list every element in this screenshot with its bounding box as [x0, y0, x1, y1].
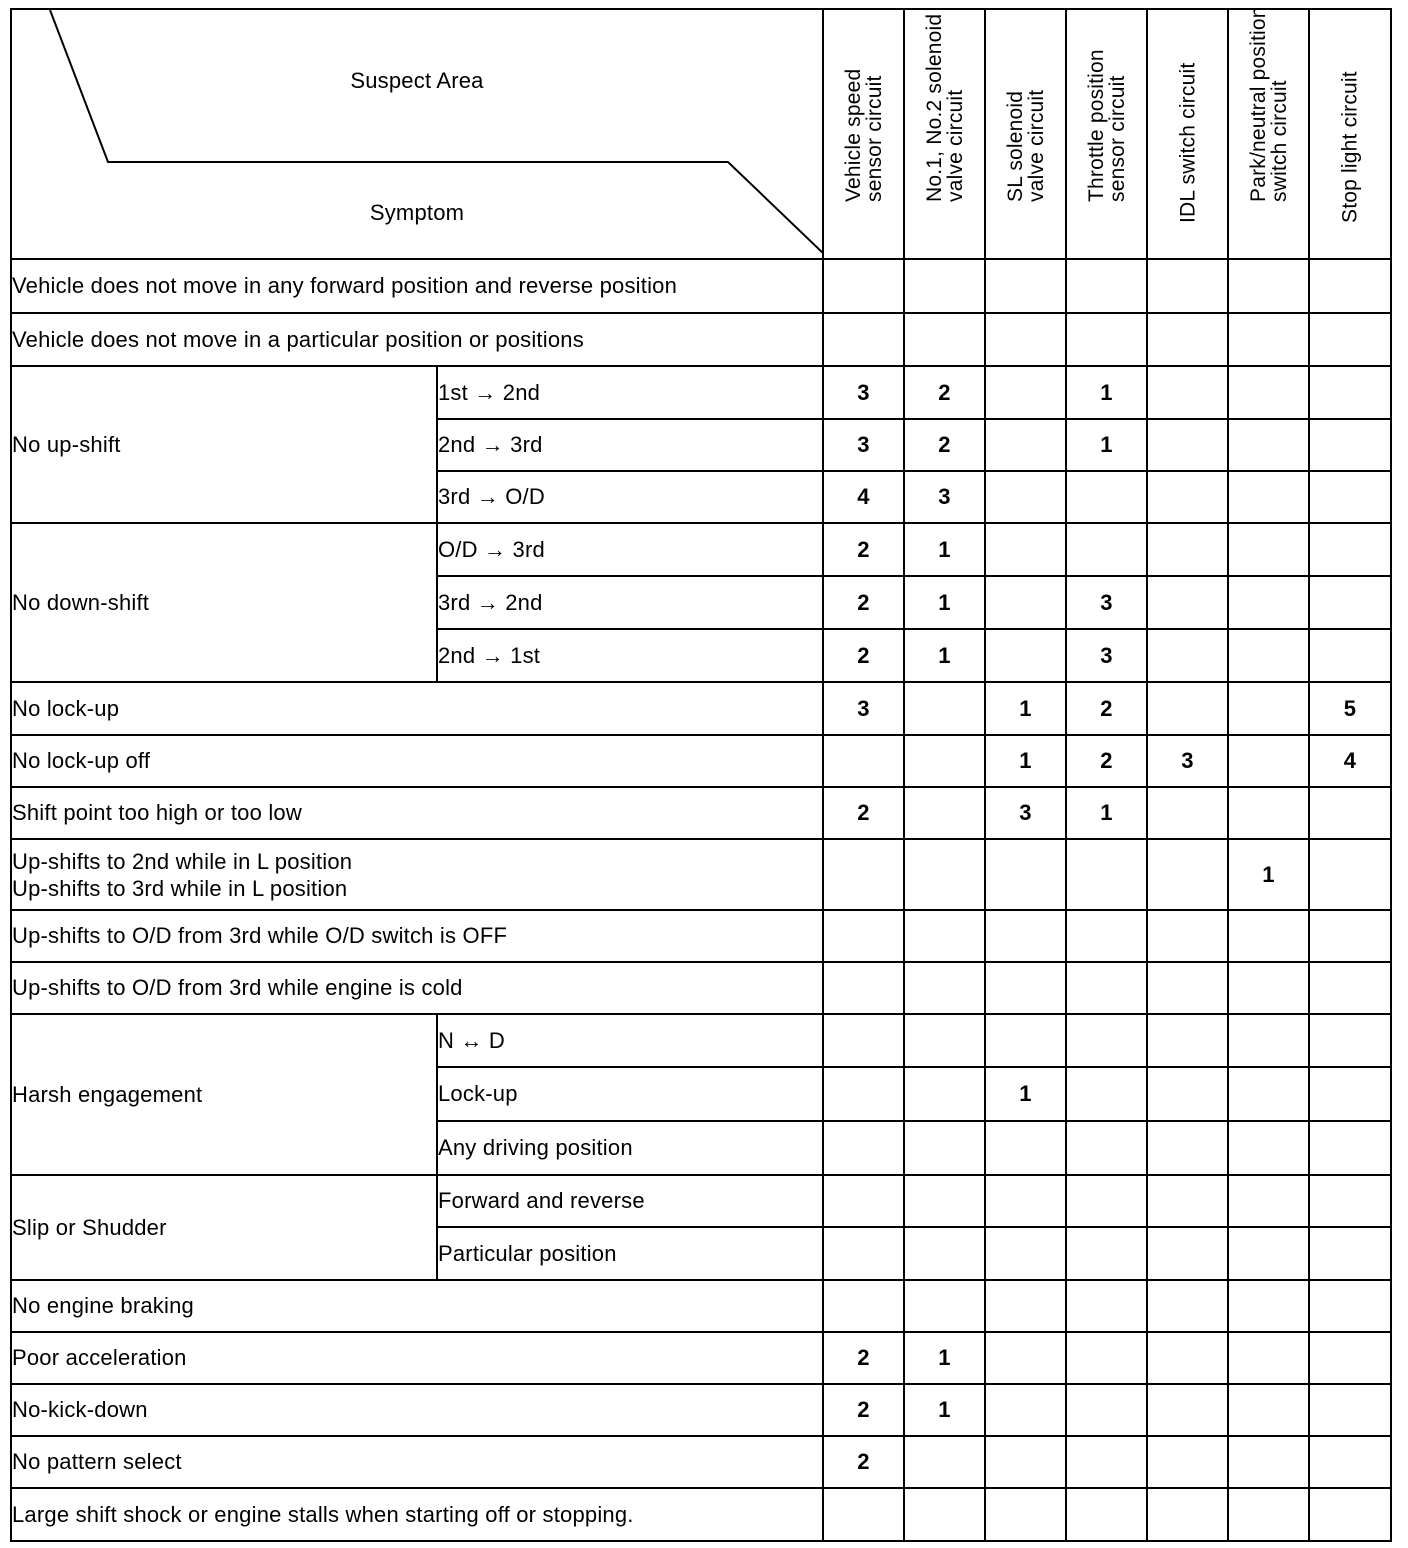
priority-cell	[1066, 1227, 1147, 1280]
column-header	[985, 9, 1066, 259]
priority-cell	[1147, 1280, 1228, 1332]
sub-condition-cell: 2nd → 3rd	[437, 419, 823, 471]
symptom-cell	[11, 962, 823, 1014]
symptom-cell	[11, 1280, 823, 1332]
priority-cell	[985, 1332, 1066, 1384]
symptom-label: Large shift shock or engine stalls when starting off or stopping.	[12, 1501, 634, 1527]
priority-cell: 3	[1066, 576, 1147, 629]
symptom-label: Symptom	[369, 200, 465, 225]
priority-cell	[1228, 366, 1309, 419]
symptom-label: No engine braking	[12, 1293, 194, 1318]
column-header-label: IDL switch circuit	[1176, 62, 1199, 223]
priority-cell	[1066, 910, 1147, 962]
sub-condition-cell: N ↔ D	[437, 1014, 823, 1067]
priority-cell	[1066, 1280, 1147, 1332]
symptom-label: No lock-up off	[12, 748, 151, 773]
priority-cell	[1228, 576, 1309, 629]
priority-cell	[1228, 419, 1309, 471]
priority-cell	[823, 259, 904, 313]
sub-condition-cell: 1st → 2nd	[437, 366, 823, 419]
priority-cell	[1147, 1067, 1228, 1121]
priority-cell	[1147, 1436, 1228, 1488]
sub-condition-cell: 3rd → O/D	[437, 471, 823, 523]
table-row	[11, 1332, 1391, 1384]
priority-cell	[1309, 962, 1391, 1014]
priority-cell: 1	[1066, 419, 1147, 471]
priority-cell	[985, 366, 1066, 419]
priority-cell	[985, 1227, 1066, 1280]
priority-cell: 2	[823, 1384, 904, 1436]
symptom-label: Vehicle does not move in a particular position or positions	[12, 326, 584, 352]
symptom-label: Vehicle does not move in any forward position and reverse position	[12, 273, 678, 298]
symptom-label: Up-shifts to O/D from 3rd while engine is cold	[12, 975, 463, 1000]
priority-cell	[1309, 1332, 1391, 1384]
symptom-cell	[11, 787, 823, 839]
priority-cell	[1147, 629, 1228, 682]
priority-cell	[823, 313, 904, 366]
priority-cell: 2	[823, 629, 904, 682]
symptom-cell	[11, 1436, 823, 1488]
priority-cell	[904, 787, 985, 839]
priority-cell	[985, 1175, 1066, 1227]
priority-cell	[1066, 962, 1147, 1014]
priority-cell	[1228, 313, 1309, 366]
symptom-group-label: Harsh engagement	[12, 1081, 203, 1107]
priority-cell	[1066, 1175, 1147, 1227]
table-row	[11, 735, 1391, 787]
priority-cell	[1228, 1121, 1309, 1175]
table-row	[11, 839, 1391, 910]
priority-cell	[1228, 1384, 1309, 1436]
priority-cell: 2	[823, 523, 904, 576]
priority-cell	[1066, 1067, 1147, 1121]
table-row	[11, 962, 1391, 1014]
priority-cell: 5	[1309, 682, 1391, 735]
priority-cell	[823, 839, 904, 910]
table-row	[11, 1436, 1391, 1488]
sub-condition-cell: 2nd → 1st	[437, 629, 823, 682]
priority-cell: 2	[1066, 682, 1147, 735]
suspect-area-label: Suspect Area	[350, 68, 484, 93]
priority-cell	[1147, 419, 1228, 471]
priority-cell	[1147, 682, 1228, 735]
symptom-group-cell	[11, 1175, 437, 1280]
priority-cell	[1309, 576, 1391, 629]
sub-condition-cell: Particular position	[437, 1227, 823, 1280]
sub-condition-cell: Forward and reverse	[437, 1175, 823, 1227]
priority-cell	[1147, 313, 1228, 366]
priority-cell	[1147, 523, 1228, 576]
priority-cell	[985, 1384, 1066, 1436]
priority-cell	[985, 1014, 1066, 1067]
table-row	[11, 787, 1391, 839]
priority-cell	[1309, 366, 1391, 419]
priority-cell: 2	[823, 787, 904, 839]
priority-cell	[1309, 259, 1391, 313]
priority-cell	[1309, 1175, 1391, 1227]
priority-cell: 3	[823, 366, 904, 419]
priority-cell	[1309, 313, 1391, 366]
priority-cell	[1309, 1384, 1391, 1436]
priority-cell	[1147, 1488, 1228, 1541]
priority-cell	[1147, 366, 1228, 419]
symptom-group-cell	[11, 1014, 437, 1175]
symptom-cell	[11, 1332, 823, 1384]
priority-cell	[904, 1014, 985, 1067]
symptom-cell	[11, 1488, 823, 1541]
priority-cell	[904, 313, 985, 366]
priority-cell	[1309, 419, 1391, 471]
priority-cell	[1228, 629, 1309, 682]
priority-cell	[1066, 1436, 1147, 1488]
priority-cell	[904, 1436, 985, 1488]
column-header	[904, 9, 985, 259]
priority-cell	[1228, 523, 1309, 576]
priority-cell	[1066, 313, 1147, 366]
priority-cell	[1228, 259, 1309, 313]
symptom-group-cell	[11, 366, 437, 523]
column-header-label: Park/neutral position switch circuit	[1246, 6, 1291, 202]
priority-cell: 2	[1066, 735, 1147, 787]
symptom-group-cell	[11, 523, 437, 682]
priority-cell	[1309, 471, 1391, 523]
priority-cell	[823, 1488, 904, 1541]
priority-cell	[1309, 787, 1391, 839]
table-row	[11, 523, 1391, 576]
priority-cell	[1066, 259, 1147, 313]
priority-cell	[823, 1067, 904, 1121]
priority-cell	[1147, 1227, 1228, 1280]
priority-cell: 1	[985, 735, 1066, 787]
column-header-label: SL solenoid valve circuit	[1003, 89, 1048, 202]
priority-cell: 1	[985, 1067, 1066, 1121]
priority-cell	[1228, 471, 1309, 523]
priority-cell	[1309, 1227, 1391, 1280]
priority-cell	[985, 1436, 1066, 1488]
priority-cell	[1147, 787, 1228, 839]
table-row	[11, 259, 1391, 313]
priority-cell	[823, 1280, 904, 1332]
priority-cell	[1228, 1280, 1309, 1332]
symptom-label: No pattern select	[12, 1449, 182, 1474]
priority-cell	[1147, 1332, 1228, 1384]
priority-cell	[1066, 1488, 1147, 1541]
priority-cell: 1	[904, 1384, 985, 1436]
priority-cell	[1309, 1121, 1391, 1175]
symptom-group-label: No up-shift	[12, 431, 121, 457]
column-header-label: Stop light circuit	[1338, 71, 1362, 223]
priority-cell	[1309, 1067, 1391, 1121]
priority-cell	[1147, 839, 1228, 910]
column-header	[1066, 9, 1147, 259]
priority-cell	[1147, 471, 1228, 523]
priority-cell	[1066, 523, 1147, 576]
symptom-group-label: Slip or Shudder	[12, 1214, 167, 1240]
priority-cell: 3	[823, 682, 904, 735]
priority-cell	[1147, 1384, 1228, 1436]
priority-cell	[904, 1488, 985, 1541]
table-row	[11, 313, 1391, 366]
table-row	[11, 366, 1391, 419]
symptom-cell	[11, 839, 823, 910]
priority-cell	[1147, 576, 1228, 629]
header-row	[11, 9, 1391, 259]
priority-cell	[985, 471, 1066, 523]
priority-cell	[1228, 1014, 1309, 1067]
priority-cell	[1147, 1175, 1228, 1227]
priority-cell	[1228, 682, 1309, 735]
priority-cell	[904, 1067, 985, 1121]
priority-cell	[1309, 1436, 1391, 1488]
symptom-cell	[11, 910, 823, 962]
priority-cell	[985, 629, 1066, 682]
priority-cell	[1309, 1488, 1391, 1541]
priority-cell	[904, 682, 985, 735]
priority-cell	[1228, 1175, 1309, 1227]
priority-cell	[1147, 910, 1228, 962]
priority-cell	[1228, 787, 1309, 839]
table-row	[11, 1175, 1391, 1227]
priority-cell	[1228, 1067, 1309, 1121]
priority-cell	[985, 962, 1066, 1014]
priority-cell	[823, 1175, 904, 1227]
symptom-label: Up-shifts to O/D from 3rd while O/D switch is OFF	[12, 923, 508, 948]
priority-cell: 1	[985, 682, 1066, 735]
priority-cell: 2	[904, 366, 985, 419]
priority-cell	[904, 1280, 985, 1332]
priority-cell	[904, 839, 985, 910]
priority-cell	[904, 1227, 985, 1280]
priority-cell	[1066, 471, 1147, 523]
symptom-cell	[11, 313, 823, 366]
priority-cell	[1228, 1332, 1309, 1384]
priority-cell	[1228, 1227, 1309, 1280]
corner-header	[11, 9, 823, 259]
table-row	[11, 1488, 1391, 1541]
sub-condition-cell: Lock-up	[437, 1067, 823, 1121]
symptom-cell	[11, 682, 823, 735]
priority-cell	[985, 419, 1066, 471]
symptom-cell	[11, 259, 823, 313]
table-row	[11, 910, 1391, 962]
priority-cell: 3	[823, 419, 904, 471]
priority-cell	[1066, 1121, 1147, 1175]
priority-cell	[1147, 259, 1228, 313]
column-header	[1228, 6, 1309, 259]
priority-cell	[1228, 1436, 1309, 1488]
priority-cell	[1066, 1014, 1147, 1067]
symptom-chart	[10, 8, 1392, 1542]
priority-cell	[985, 313, 1066, 366]
priority-cell	[985, 1121, 1066, 1175]
priority-cell	[1066, 1384, 1147, 1436]
priority-cell	[823, 1121, 904, 1175]
priority-cell	[904, 962, 985, 1014]
priority-cell	[823, 962, 904, 1014]
symptom-cell	[11, 1384, 823, 1436]
priority-cell: 3	[1147, 735, 1228, 787]
priority-cell	[1147, 1014, 1228, 1067]
symptom-label: Up-shifts to 2nd while in L position	[12, 848, 353, 874]
priority-cell: 2	[904, 419, 985, 471]
priority-cell	[1228, 910, 1309, 962]
priority-cell	[904, 259, 985, 313]
priority-cell: 3	[1066, 629, 1147, 682]
column-header-label: Vehicle speed sensor circuit	[841, 68, 886, 202]
priority-cell	[904, 910, 985, 962]
priority-cell	[1066, 839, 1147, 910]
priority-cell: 1	[904, 629, 985, 682]
chart-body	[11, 6, 1391, 1541]
priority-cell	[985, 1280, 1066, 1332]
priority-cell	[823, 1014, 904, 1067]
table-row	[11, 1384, 1391, 1436]
priority-cell	[1228, 962, 1309, 1014]
priority-cell: 4	[1309, 735, 1391, 787]
priority-cell	[904, 1175, 985, 1227]
priority-cell	[904, 1121, 985, 1175]
table-row	[11, 1014, 1391, 1067]
sub-condition-cell: O/D → 3rd	[437, 523, 823, 576]
column-header	[1309, 9, 1391, 259]
priority-cell	[985, 576, 1066, 629]
priority-cell	[1309, 1280, 1391, 1332]
priority-cell: 1	[1066, 787, 1147, 839]
priority-cell	[1309, 910, 1391, 962]
symptom-cell	[11, 735, 823, 787]
table-row	[11, 682, 1391, 735]
priority-cell	[904, 735, 985, 787]
priority-cell: 1	[904, 1332, 985, 1384]
priority-cell: 4	[823, 471, 904, 523]
priority-cell: 1	[904, 523, 985, 576]
priority-cell	[1309, 1014, 1391, 1067]
symptom-label: Shift point too high or too low	[12, 800, 302, 825]
priority-cell: 3	[904, 471, 985, 523]
table-row	[11, 1280, 1391, 1332]
priority-cell	[1309, 839, 1391, 910]
priority-cell	[985, 910, 1066, 962]
symptom-group-label: No down-shift	[12, 589, 150, 615]
symptom-label: No-kick-down	[12, 1397, 148, 1422]
symptom-label: Up-shifts to 3rd while in L position	[12, 875, 348, 901]
sub-condition-cell: Any driving position	[437, 1121, 823, 1175]
priority-cell	[1309, 629, 1391, 682]
priority-cell: 2	[823, 576, 904, 629]
priority-cell	[985, 523, 1066, 576]
symptom-label: No lock-up	[12, 695, 120, 721]
priority-cell: 2	[823, 1436, 904, 1488]
priority-cell	[1147, 962, 1228, 1014]
priority-cell	[985, 1488, 1066, 1541]
priority-cell	[1228, 1488, 1309, 1541]
column-header-label: Throttle position sensor circuit	[1084, 49, 1129, 202]
priority-cell	[1066, 1332, 1147, 1384]
priority-cell: 1	[1228, 839, 1309, 910]
priority-cell: 3	[985, 787, 1066, 839]
symptom-label: Poor acceleration	[12, 1345, 187, 1370]
column-header-label: No.1, No.2 solenoid valve circuit	[922, 13, 967, 202]
priority-cell	[1147, 1121, 1228, 1175]
priority-cell	[1228, 735, 1309, 787]
priority-cell	[823, 1227, 904, 1280]
column-header	[823, 9, 904, 259]
priority-cell: 2	[823, 1332, 904, 1384]
priority-cell	[985, 839, 1066, 910]
priority-cell	[823, 735, 904, 787]
sub-condition-cell: 3rd → 2nd	[437, 576, 823, 629]
column-header	[1147, 9, 1228, 259]
priority-cell	[823, 910, 904, 962]
priority-cell	[985, 259, 1066, 313]
priority-cell	[1309, 523, 1391, 576]
priority-cell: 1	[1066, 366, 1147, 419]
priority-cell: 1	[904, 576, 985, 629]
